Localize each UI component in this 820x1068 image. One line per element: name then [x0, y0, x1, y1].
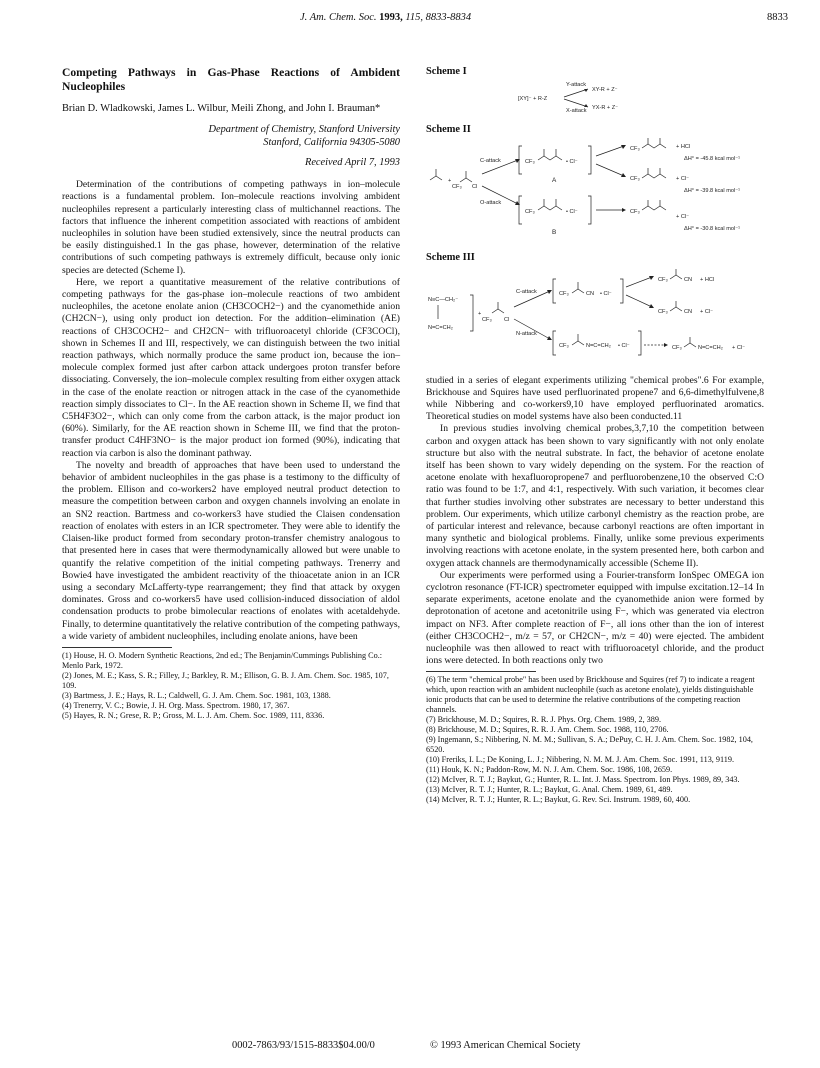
- svg-text:+: +: [478, 310, 482, 317]
- footnote: (10) Freriks, I. L.; De Koning, L. J.; Nibbering, N. M. M. J. Am. Chem. Soc. 1991, 113, 9119.: [426, 755, 734, 765]
- article-title: Competing Pathways in Gas-Phase Reactions of Ambident Nucleophiles: [62, 66, 400, 93]
- footnote: (3) Bartmess, J. E.; Hays, R. L.; Caldwell, G. J. Am. Chem. Soc. 1981, 103, 1388.: [62, 690, 331, 700]
- scheme-3-cn-prod1: CN: [684, 276, 693, 283]
- footnote: (13) McIver, R. T. J.; Hunter, R. L.; Baykut, G. Anal. Chem. 1989, 61, 489.: [426, 785, 673, 795]
- scheme-3-ketenimine: N=C=CH₂: [428, 324, 453, 331]
- scheme-3-cf3-prod3: CF₃: [672, 344, 682, 351]
- scheme-3-cl-prod2: + Cl⁻: [700, 308, 714, 315]
- scheme-3-hcl: + HCl: [700, 276, 715, 283]
- scheme-3-cl-reactant: Cl: [504, 316, 510, 323]
- scheme-3-cf3-c: CF₃: [559, 290, 569, 297]
- scheme-3-c-attack: C-attack: [516, 288, 537, 295]
- scheme-3-cl-complex-c: • Cl⁻: [600, 290, 612, 297]
- scheme-2-cl-prod2: + Cl⁻: [676, 176, 690, 183]
- scheme-2-c-attack: C-attack: [480, 158, 501, 165]
- scheme-2-o-attack: O-attack: [480, 200, 502, 207]
- scheme-3-n-attack: N-attack: [516, 330, 537, 337]
- scheme-1-reactants: [XY]⁻ + R-Z: [518, 96, 548, 103]
- scheme-2-label-b: B: [552, 229, 557, 237]
- scheme-3-cyanomethide: N≡C—CH₂⁻: [428, 296, 459, 303]
- footnote-divider: [426, 671, 536, 672]
- affiliation-department: Department of Chemistry, Stanford University: [208, 124, 400, 135]
- paragraph-intro: Determination of the contributions of competing pathways in ion–molecule reactions is a fundamental problem. Ion–molecule reactions involving ambident nucleophiles represent a particularly interesting class of multichannel reactions. The factors that influence the inherent competition associated with reactions of ambident nucleophiles in solution have been studied extensively, since the neutral products can be easily distinguished.1 In the gas phase, however, determination of the relative contributions of such competing pathways is extremely difficult, because only ionic species are detected (Scheme I).: [62, 179, 400, 276]
- scheme-2-title: Scheme II: [426, 124, 471, 136]
- scheme-2-cl-reactant: Cl: [472, 184, 478, 191]
- right-column: [426, 66, 764, 805]
- paragraph-experiments: Our experiments were performed using a Fourier-transform IonSpec OMEGA ion cyclotron resonance (FT-ICR) spectrometer equipped with impulse excitation.12–14 In separate experiments, acetone enolate and the cyanomethide anion were formed by deprotonation of acetone and acetonitrile using F−, which was generated via electron impact on NF3. After complete reaction of F−, all ions other than the ion of interest (either CH3COCH2−, m/z = 57, or CH2CN−, m/z = 40) were ejected. The ambident nucleophile was then allowed to react with trifluoroacetyl chloride, and the product ions were detected. In both reactions only two: [426, 569, 764, 667]
- author-list: Brian D. Wladkowski, James L. Wilbur, Meili Zhong, and John I. Brauman*: [62, 103, 381, 114]
- footnote: (9) Ingemann, S.; Nibbering, N. M. M.; Sullivan, S. A.; DePuy, C. H. J. Am. Chem. Soc. 1982, 104, 6520.: [426, 735, 753, 755]
- running-header: [0, 12, 820, 26]
- scheme-1-figure: [426, 80, 764, 116]
- scheme-3-ketenimine-prod3: N=C=CH₂: [698, 344, 723, 351]
- footnote: (5) Hayes, R. N.; Grese, R. P.; Gross, M. L. J. Am. Chem. Soc. 1989, 111, 8336.: [62, 710, 325, 720]
- footnote: (6) The term "chemical probe" has been used by Brickhouse and Squires (ref 7) to indicate a reagent which, upon reaction with an ambident nucleophile (such as acetone enolate), yields distinguishable ionic products that can be used to determine the relative contributions of the competing reaction channels.: [426, 675, 755, 715]
- footnote: (8) Brickhouse, M. D.; Squires, R. R. J. Am. Chem. Soc. 1988, 110, 2706.: [426, 725, 669, 735]
- paragraph-previous-studies: In previous studies involving chemical probes,3,7,10 the competition between carbon and oxygen attack has been shown to vary significantly with not only enolate structure but also with the neutral substrate. In fact, the behavior of acetone enolate itself has been shown to vary widely depending on the system. For the reaction of acetone enolate with hexafluoropropene7 and perfluorobenzene,10 the observed C:O ratio was found to be 1:7, and 4:1, respectively. With such variation, it becomes clear that further studies involving other substrates are necessary to better understand this problem. Our experiments, which utilize carbonyl chemistry as the reaction probe, are of particular interest and relevance, because carbonyl reactions are often important in many synthetic and biological problems. Finally, unlike some previous experiments involving reactions with acetone enolate, in the system presented here, both carbon and oxygen attack channels are thermodynamically accessible (Scheme II).: [426, 423, 764, 569]
- scheme-2-dh3: ΔH° = -30.8 kcal mol⁻¹: [684, 226, 741, 233]
- scheme-3-cf3-prod1: CF₃: [658, 276, 668, 283]
- scheme-2-cf3-a: CF₃: [525, 159, 535, 166]
- footnote: (14) McIver, R. T. J.; Hunter, R. L.; Baykut, G. Rev. Sci. Instrum. 1989, 60, 400.: [426, 795, 691, 805]
- left-column: [62, 66, 400, 721]
- scheme-2-cl-complex-a: • Cl⁻: [566, 159, 578, 166]
- scheme-1-product-bottom: YX-R + Z⁻: [592, 105, 619, 112]
- scheme-3-cn-c: CN: [586, 290, 595, 297]
- footnote: (1) House, H. O. Modern Synthetic Reactions, 2nd ed.; The Benjamin/Cummings Publishing Co.: Menlo Park, 1972.: [62, 650, 383, 670]
- scheme-3-cl-prod3: + Cl⁻: [732, 344, 746, 351]
- svg-text:+: +: [448, 178, 452, 185]
- scheme-2-dh1: ΔH° = -45.8 kcal mol⁻¹: [684, 156, 741, 163]
- scheme-3-cl-complex-n: • Cl⁻: [618, 342, 630, 349]
- scheme-3-cf3-reactant: CF₃: [482, 316, 492, 323]
- footnote: (4) Trenerry, V. C.; Bowie, J. H. Org. Mass. Spectrom. 1980, 17, 367.: [62, 700, 290, 710]
- scheme-3-ketenimine-n: N=C=CH₂: [586, 342, 611, 349]
- scheme-3-title: Scheme III: [426, 252, 475, 264]
- scheme-2-dh2: ΔH° = -39.8 kcal mol⁻¹: [684, 188, 741, 195]
- scheme-2-hcl: + HCl: [676, 144, 691, 151]
- scheme-1-product-top: XY-R + Z⁻: [592, 87, 618, 94]
- scheme-2-cf3-prod3: CF₃: [630, 209, 640, 216]
- scheme-2-cf3-reactant: CF₃: [452, 184, 462, 191]
- footnote: (7) Brickhouse, M. D.; Squires, R. R. J. Phys. Org. Chem. 1989, 2, 389.: [426, 715, 662, 725]
- copyright-notice: © 1993 American Chemical Society: [430, 1040, 581, 1051]
- scheme-3-cf3-n: CF₃: [559, 342, 569, 349]
- page-number: 8833: [767, 12, 788, 23]
- scheme-1-title: Scheme I: [426, 66, 467, 77]
- footnote: (11) Houk, K. N.; Paddon-Row, M. N. J. Am. Chem. Soc. 1986, 108, 2659.: [426, 765, 673, 775]
- paragraph-background: The novelty and breadth of approaches that have been used to understand the behavior of ambident nucleophiles in the gas phase is a testimony to the difficulty of the problem. Ellison and co-workers2 have employed neutral product detection to measure the competition between carbon and oxygen channels involving an enolate in an SN2 reaction. Bartmess and co-workers3 have studied the Claisen condensation reaction of enolates with esters in an ICR spectrometer. They were able to identify the Claisen-like product formed from secondary proton-transfer chemistry analogous to that presented here in cases that were thermodynamically allowed but were unable to quantify the relative competition of the initial competing pathways. Trenerry and Bowie4 have investigated the ambident reactivity of the thioacetate anion in an ICR using a secondary McLafferty-type rearrangement; they find that attack by oxygen dominates. Gross and co-workers5 have used collision-induced dissociation of aldol condensation products to probe bimolecular reactions of enolates with acetaldehyde. Finally, to determine quantitatively the relative contribution of the competing pathways, a wide variety of ambident nucleophiles, including enolate anions, have been: [62, 459, 400, 642]
- scheme-3-cn-prod2: CN: [684, 308, 693, 315]
- scheme-3-cf3-prod2: CF₃: [658, 308, 668, 315]
- journal-citation: J. Am. Chem. Soc. 1993, 115, 8833-8834: [300, 12, 472, 23]
- scheme-2-cl-prod3: + Cl⁻: [676, 214, 690, 221]
- scheme-2-figure: [426, 138, 764, 238]
- scheme-2-cf3-b: CF₃: [525, 209, 535, 216]
- scheme-2-label-a: A: [552, 177, 557, 185]
- scheme-2-cf3-prod1: CF₃: [630, 146, 640, 153]
- paragraph-chemical-probes: studied in a series of elegant experiments utilizing "chemical probes".6 For example, Brickhouse and Squires have used perfluorinated propene7 and 6,6-dimethylfulvene,8 while Nibbering and co-workers9,10 have employed perfluorinated aromatics. Theoretical studies on model systems have also been conducted.11: [426, 374, 764, 423]
- footnote-divider: [62, 647, 172, 648]
- footnote: (12) McIver, R. T. J.; Baykut, G.; Hunter, R. L. Int. J. Mass. Spectrom. Ion Phys. 1989, 89, 343.: [426, 775, 740, 785]
- scheme-2-cf3-prod2: CF₃: [630, 176, 640, 183]
- scheme-1-y-attack: Y-attack: [566, 82, 587, 89]
- scheme-3-figure: [426, 267, 764, 367]
- article-code: 0002-7863/93/1515-8833$04.00/0: [232, 1040, 375, 1051]
- affiliation-address: Stanford, California 94305-5080: [263, 137, 400, 148]
- scheme-1-x-attack: X-attack: [566, 108, 587, 115]
- footnote: (2) Jones, M. E.; Kass, S. R.; Filley, J.; Barkley, R. M.; Ellison, G. B. J. Am. Chem. Soc. 1985, 107, 109.: [62, 670, 389, 690]
- received-date: Received April 7, 1993: [304, 157, 400, 168]
- scheme-2-cl-complex-b: • Cl⁻: [566, 209, 578, 216]
- paragraph-results: Here, we report a quantitative measurement of the relative contributions of competing pathways for the gas-phase ion–molecule reactions of two ambident nucleophiles, the acetone enolate anion (CH3COCH2−) and the cyanomethide anion (CH2CN−), using only product ion detection. For the addition–elimination (AE) reactions of CH3COCH2− and CH2CN− with trifluoroacetyl chloride (CF3COCl), shown in Schemes II and III, respectively, we can distinguish between the two initial reaction pathways, which normally produce the same product ion, because the ion–molecule complex formed just after carbon attack undergoes proton transfer before dissociating. Conversely, the ion–molecule complex resulting from either oxygen attack in the case of the enolate reaction or nitrogen attack in the case of the cyanomethide reaction simply dissociates to Cl−. In the AE reaction shown in Scheme II, we find that C5H4F3O2−, which can only come from the carbon attack, is the major product ion (60%). Similarly, for the AE reaction shown in Scheme III, we find that the proton-transfer product C4HF3NO− is the major product ion formed (90%), indicating that reaction via carbon is also the dominant pathway.: [62, 276, 400, 459]
